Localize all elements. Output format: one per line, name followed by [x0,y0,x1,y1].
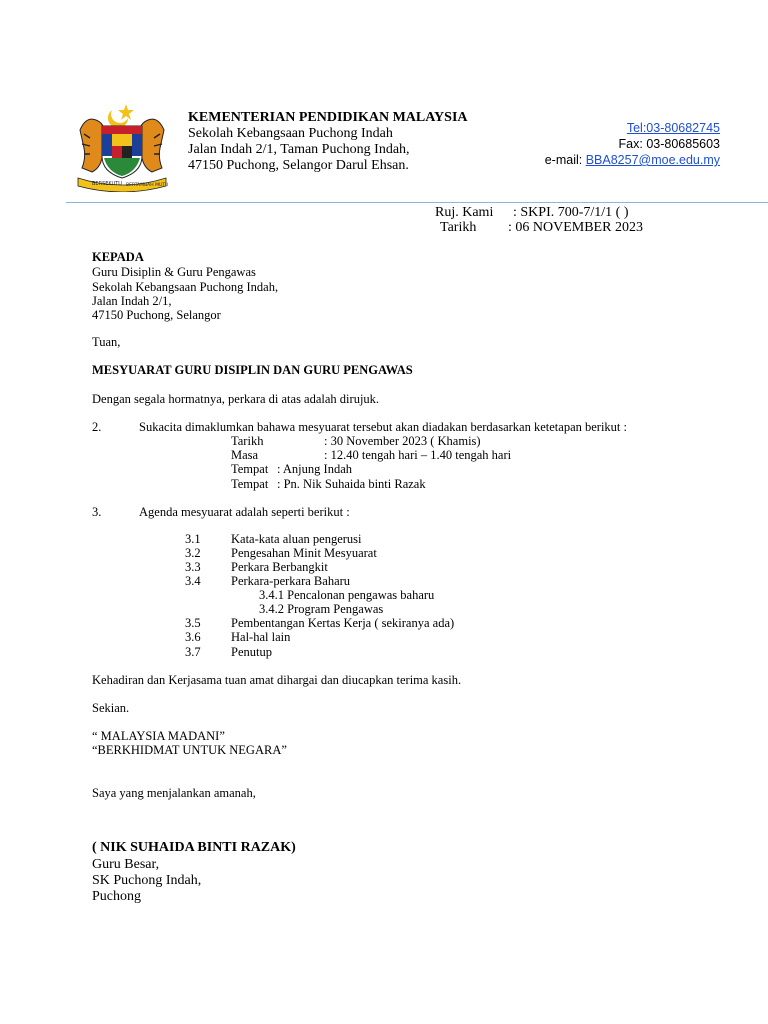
tarikh-label: Tarikh [440,220,477,235]
malaysia-coat-of-arms-logo [74,100,170,192]
letterhead [188,110,468,174]
closing-text: Kehadiran dan Kerjasama tuan amat dihargai dan diucapkan terima kasih. [92,673,462,687]
agenda-item: Perkara-perkara Baharu [231,574,351,588]
signatory-name: ( NIK SUHAIDA BINTI RAZAK) [92,840,296,855]
agenda-item: Pengesahan Minit Mesyuarat [231,546,377,560]
detail-label: Masa [231,448,259,462]
signatory-org: SK Puchong Indah, [92,873,202,888]
motto-2: “BERKHIDMAT UNTUK NEGARA” [92,743,287,757]
school-name: Sekolah Kebangsaan Puchong Indah [188,126,393,141]
agenda-item: Penutup [231,645,272,659]
amanah-text: Saya yang menjalankan amanah, [92,786,256,800]
agenda-item: Pembentangan Kertas Kerja ( sekiranya ada) [231,616,455,630]
address-line-2: 47150 Puchong, Selangor Darul Ehsan. [188,158,409,173]
ruj-label: Ruj. Kami [435,205,494,220]
email-label: e-mail: [544,153,586,167]
detail-value: : Pn. Nik Suhaida binti Razak [277,477,426,491]
agenda-number: 3.3 [185,560,201,574]
ruj-value: : SKPI. 700-7/1/1 ( ) [513,205,629,220]
detail-value: : 12.40 tengah hari – 1.40 tengah hari [324,448,512,462]
email-link[interactable]: BBA8257@moe.edu.my [585,153,720,167]
agenda-number: 3.5 [185,616,201,630]
fax-number: Fax: 03-80685603 [618,137,720,151]
agenda-number: 3.4 [185,574,201,588]
tarikh-value: : 06 NOVEMBER 2023 [508,220,643,235]
agenda-number: 3.7 [185,645,201,659]
motto-1: “ MALAYSIA MADANI” [92,729,225,743]
recipient-line: Guru Disiplin & Guru Pengawas [92,265,256,279]
agenda-item: Perkara Berbangkit [231,560,328,574]
crest-text-right: BERTAMBAH MUTU [126,183,169,188]
salutation: Tuan, [92,335,121,349]
para2-number: 2. [92,420,102,434]
sekian-text: Sekian. [92,701,130,715]
crest-text-left: BERSEKUTU [92,181,122,187]
agenda-item: Hal-hal lain [231,630,291,644]
agenda-item: Kata-kata aluan pengerusi [231,532,362,546]
agenda-number: 3.1 [185,532,201,546]
header-divider [66,202,768,203]
opening-text: Dengan segala hormatnya, perkara di atas adalah dirujuk. [92,392,380,406]
agenda-subitem: 3.4.2 Program Pengawas [259,602,384,616]
subject-title: MESYUARAT GURU DISIPLIN DAN GURU PENGAWAS [92,363,413,377]
detail-value: : 30 November 2023 ( Khamis) [324,434,481,448]
para3-text: Agenda mesyuarat adalah seperti berikut : [139,505,350,519]
agenda-subitem: 3.4.1 Pencalonan pengawas baharu [259,588,435,602]
contact-block [545,120,720,168]
detail-value: : Anjung Indah [277,462,352,476]
recipient-heading: KEPADA [92,250,144,264]
detail-label: Tempat [231,462,269,476]
agenda-number: 3.2 [185,546,201,560]
recipient-line: 47150 Puchong, Selangor [92,308,221,322]
detail-label: Tarikh [231,434,264,448]
para2-text: Sukacita dimaklumkan bahawa mesyuarat tersebut akan diadakan berdasarkan ketetapan berikut : [139,420,628,434]
para3-number: 3. [92,505,102,519]
recipient-line: Sekolah Kebangsaan Puchong Indah, [92,280,279,294]
signatory-place: Puchong [92,889,141,904]
address-line-1: Jalan Indah 2/1, Taman Puchong Indah, [188,142,410,157]
agenda-number: 3.6 [185,630,201,644]
ministry-name: KEMENTERIAN PENDIDIKAN MALAYSIA [188,110,468,125]
tel-link[interactable]: Tel:03-80682745 [626,121,720,135]
detail-label: Tempat [231,477,269,491]
recipient-line: Jalan Indah 2/1, [92,294,172,308]
signatory-title: Guru Besar, [92,857,160,872]
